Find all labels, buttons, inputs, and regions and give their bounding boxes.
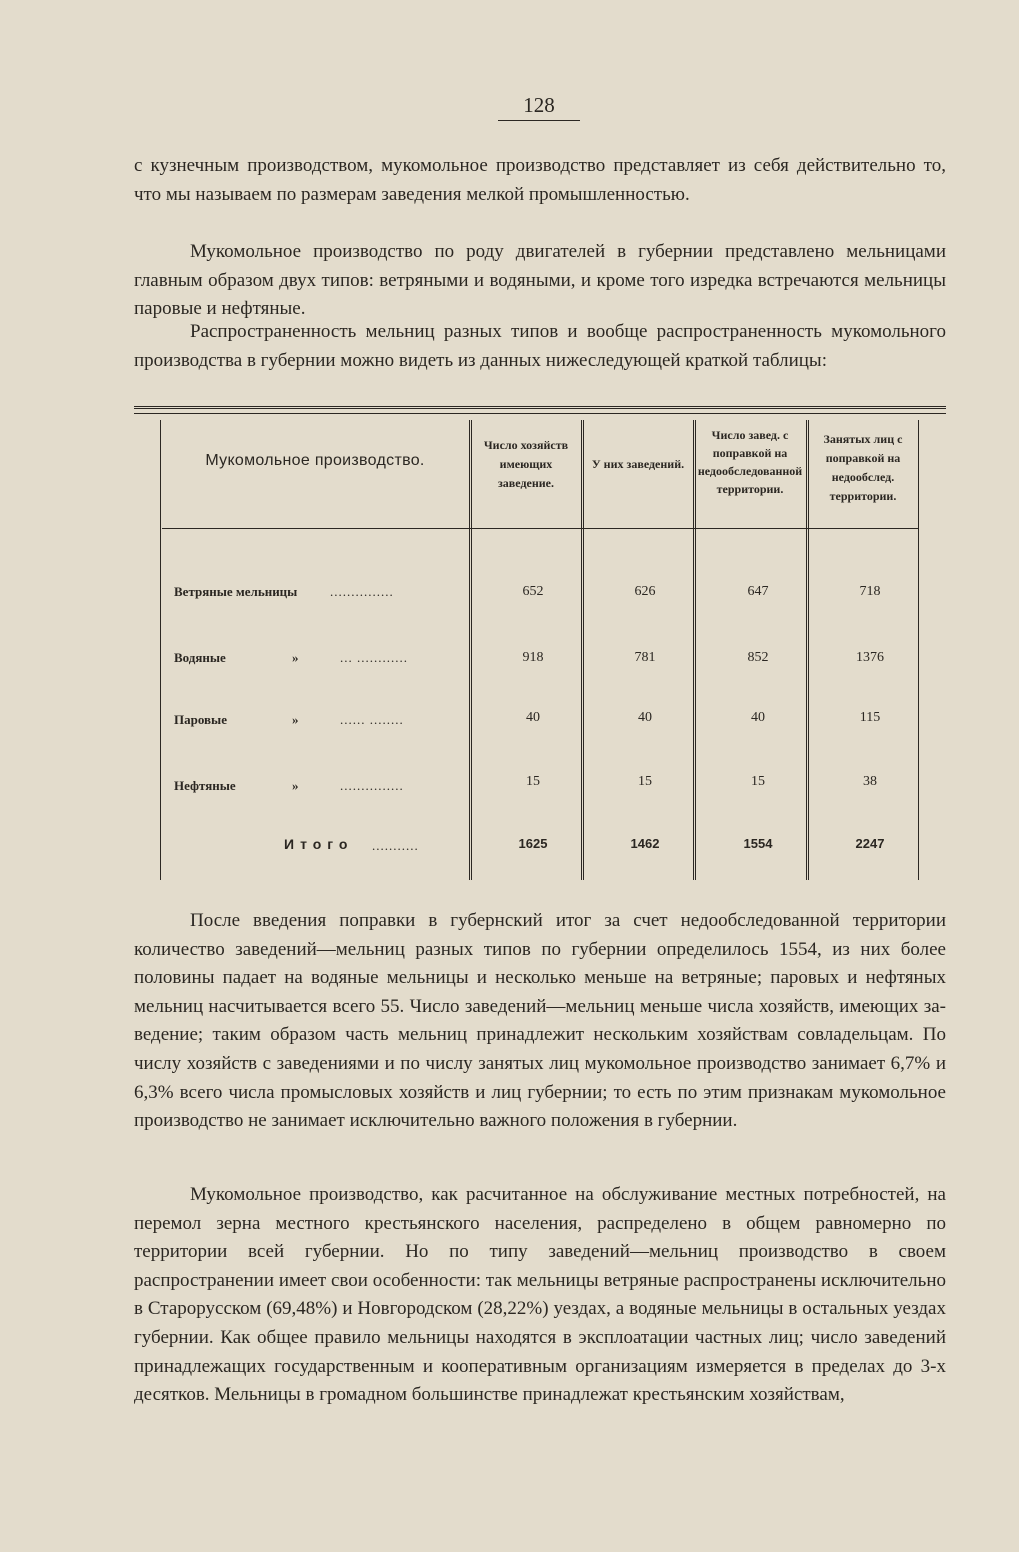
- row-dots: ...............: [340, 778, 404, 793]
- cell-value: 626: [634, 584, 656, 599]
- paragraph-2: Мукомольное производство по роду двигателей в губернии представлено мельницами главным образом двух типов: ветряными и водяными, и кроме того изредка встречаются мельницы паровые и нефтяные.: [134, 241, 946, 320]
- table-top-rule-thin: [134, 413, 946, 414]
- cell-value: 15: [526, 774, 540, 789]
- paragraph-1: с кузнечным производством, мукомольное производство представляет из себя действительно то, что мы называем по размерам заведения мелкой промышленностью.: [134, 155, 946, 205]
- row-dots: ...............: [330, 584, 394, 599]
- table-header-employed: Занятых лиц с поправкой на недообслед. территории.: [823, 432, 903, 503]
- table-header-households: Число хозяйств имеющих заведение.: [483, 438, 569, 490]
- page-number: 128: [498, 93, 580, 121]
- cell-value: 40: [638, 710, 652, 725]
- paragraph-3: Распространенность мельниц разных типов и вообще распространенность мукомольного производства в губернии можно видеть из данных нижеследующей краткой таблицы:: [134, 321, 946, 371]
- cell-value: 40: [751, 710, 765, 725]
- cell-value: 652: [522, 584, 544, 599]
- row-ditto-mark: »: [292, 650, 299, 665]
- cell-total: 1554: [743, 836, 773, 851]
- cell-value: 40: [526, 710, 540, 725]
- row-ditto-mark: »: [292, 712, 299, 727]
- row-ditto-mark: »: [292, 778, 299, 793]
- table-header-adjusted-establishments: Число завед. с поправкой на недообследованной территории.: [697, 428, 803, 496]
- cell-value: 38: [863, 774, 877, 789]
- cell-value: 647: [747, 584, 769, 599]
- cell-value: 15: [638, 774, 652, 789]
- cell-value: 781: [634, 650, 656, 665]
- table-top-rule: [134, 406, 946, 409]
- cell-value: 918: [522, 650, 544, 665]
- row-label-total: Итого: [284, 836, 354, 852]
- row-dots: ...........: [372, 838, 419, 853]
- cell-value: 15: [751, 774, 765, 789]
- cell-value: 115: [859, 710, 881, 725]
- table-header-main: Мукомольное производство.: [205, 452, 425, 469]
- table-header-rule: [162, 528, 918, 529]
- cell-value: 1376: [856, 650, 884, 665]
- paragraph-5: Мукомольное производство, как расчитанное на обслуживание местных потребностей, на перемол зерна местного крестьянского населения, распределено в общем равномерно по территории всей губернии. Но по типу заведений—мельниц производство в своем распространении имеет свои особенности: так мельницы ветряные распространены исключительно в Старорусском (69,48%) и Новгородском (28,22%) уездах, а водяные мельницы в остальных уездах губернии. Как общее правило мельницы находятся в эксплоатации частных лиц; число заведений принадлежащих государственным и кооперативным организациям измеряется в пределах до 3-х десятков. Мельницы в громадном большинстве принадлежат крестьянским хозяйствам,: [134, 1184, 946, 1406]
- cell-total: 1462: [630, 836, 660, 851]
- cell-total: 2247: [855, 836, 885, 851]
- paragraph-4: После введения поправки в губернский итог за счет недообследованной территории количество заведений—мельниц разных типов по губернии определилось 1554, из них более половины падает на водяные мельницы и несколько меньше на ветряные; паровых и нефтяных мельниц насчитывается всего 55. Число заведений—мельниц меньше числа хозяйств, имеющих заведение; таким образом часть мельниц принадлежит нескольким хозяйствам совладельцам. По числу хозяйств с заведениями и по числу занятых лиц мукомольное производство занимает 6,7% и 6,3% всего числа промысловых хозяйств и лиц губернии; то есть по этим признакам мукомольное производство не занимает исключительно важного положения в губернии.: [134, 910, 946, 1132]
- cell-total: 1625: [518, 836, 548, 851]
- row-dots: ... ............: [340, 650, 408, 665]
- table-header-establishments: У них заведений.: [591, 457, 685, 471]
- table-col-divider-1: [469, 420, 472, 880]
- row-label-water-mills: Водяные: [174, 650, 226, 665]
- row-label-oil-mills: Нефтяные: [174, 778, 236, 793]
- row-label-steam-mills: Паровые: [174, 712, 227, 727]
- row-dots: ...... ........: [340, 712, 404, 727]
- cell-value: 852: [747, 650, 769, 665]
- table-left-border: [160, 420, 161, 880]
- row-label-wind-mills: Ветряные мельницы: [174, 584, 298, 599]
- cell-value: 718: [859, 584, 881, 599]
